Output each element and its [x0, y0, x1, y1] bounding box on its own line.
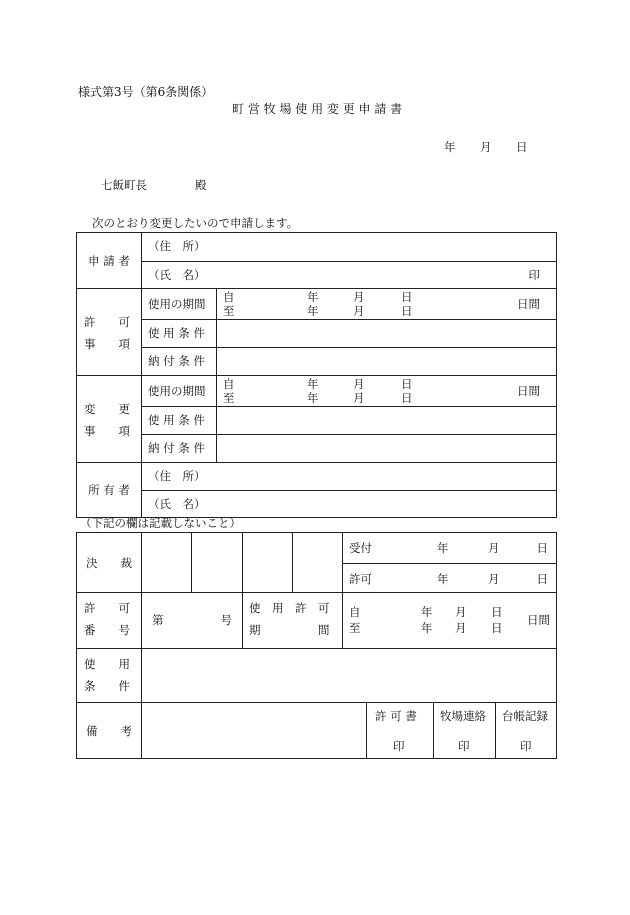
permit-matters-label: 許 可 事 項 — [77, 289, 142, 376]
decision-stamp-2[interactable] — [192, 533, 243, 593]
form-number: 様式第3号（第6条関係） — [78, 85, 214, 99]
applicant-label: 申 請 者 — [77, 233, 142, 289]
office-use-table — [76, 532, 557, 759]
change-payment-label: 納 付 条 件 — [142, 434, 217, 462]
ranch-contact-seal[interactable]: 牧場連絡 印 — [434, 703, 496, 759]
applicant-address-label: （住 所） — [148, 239, 206, 253]
owner-address-field[interactable] — [142, 463, 557, 491]
applicant-name-field[interactable] — [142, 261, 557, 289]
addressee-honorific: 殿 — [195, 178, 207, 192]
decision-stamp-1[interactable] — [142, 533, 192, 593]
usage-conditions-label: 使 用 条 件 — [77, 649, 142, 703]
date-year: 年 — [444, 140, 456, 154]
owner-address-label: （住 所） — [148, 469, 206, 483]
change-conditions-label: 使 用 条 件 — [142, 407, 217, 434]
applicant-address-field[interactable] — [142, 233, 557, 262]
received-date-field[interactable]: 受付 年 月 日 — [343, 533, 557, 564]
permit-number-label: 許 可 番 号 — [77, 593, 142, 649]
owner-label: 所 有 者 — [77, 463, 142, 518]
applicant-seal: 印 — [528, 267, 540, 282]
permit-period-field[interactable]: 自 年 月 日 至 年 月 日 日間 — [217, 289, 557, 320]
remarks-label: 備 考 — [77, 703, 142, 759]
addressee-name: 七飯町長 — [101, 178, 147, 192]
page-title: 町 営 牧 場 使 用 変 更 申 請 書 — [232, 102, 403, 116]
permit-period-label-lower: 使 用 許 可 期 間 — [243, 593, 343, 649]
permit-number-field[interactable]: 第 号 — [142, 593, 243, 649]
office-use-note: （下記の欄は記載しないこと） — [80, 516, 241, 530]
intro-text: 次のとおり変更したいので申請します。 — [92, 216, 299, 230]
owner-name-field[interactable] — [142, 491, 557, 518]
permit-period-label: 使用の期間 — [142, 289, 217, 320]
change-payment-field[interactable] — [217, 434, 557, 462]
owner-name-label: （氏 名） — [148, 497, 206, 511]
change-period-label: 使用の期間 — [142, 376, 217, 407]
permit-period-field-lower[interactable]: 自 年 月 日 至 年 月 日 日間 — [343, 593, 557, 649]
decision-stamp-4[interactable] — [293, 533, 343, 593]
change-period-field[interactable]: 自 年 月 日 至 年 月 日 日間 — [217, 376, 557, 407]
usage-conditions-field[interactable] — [142, 649, 557, 703]
decision-label: 決 裁 — [77, 533, 142, 593]
date-day: 日 — [516, 140, 528, 154]
change-matters-label: 変 更 事 項 — [77, 376, 142, 463]
applicant-name-label: （氏 名） — [148, 267, 206, 282]
decision-stamp-3[interactable] — [243, 533, 293, 593]
permit-doc-seal[interactable]: 許 可 書 印 — [367, 703, 434, 759]
permit-conditions-field[interactable] — [217, 320, 557, 347]
permit-payment-field[interactable] — [217, 347, 557, 375]
remarks-field[interactable] — [142, 703, 367, 759]
change-conditions-field[interactable] — [217, 407, 557, 434]
permitted-date-field[interactable]: 許可 年 月 日 — [343, 563, 557, 593]
permit-payment-label: 納 付 条 件 — [142, 347, 217, 375]
ledger-record-seal[interactable]: 台帳記録 印 — [496, 703, 557, 759]
date-month: 月 — [480, 140, 492, 154]
application-table — [76, 232, 557, 518]
permit-conditions-label: 使 用 条 件 — [142, 320, 217, 347]
